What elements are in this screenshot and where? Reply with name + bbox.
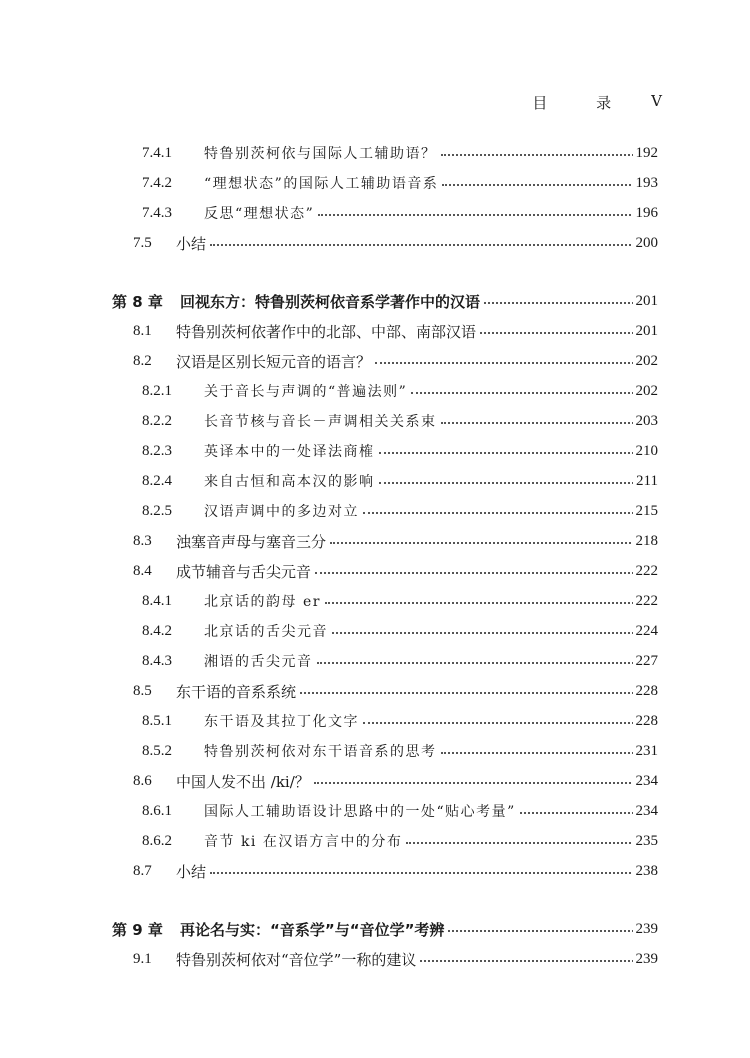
toc-entry-page-number: 222 bbox=[633, 593, 659, 610]
toc-entry-title: 关于音长与声调的“普遍法则” bbox=[204, 381, 411, 401]
toc-entry-page-number: 202 bbox=[633, 383, 659, 400]
toc-entry-number: 第 8 章 bbox=[112, 292, 163, 311]
toc-dot-leader bbox=[330, 540, 658, 544]
toc-entry-title: “理想状态”的国际人工辅助语音系 bbox=[204, 173, 442, 193]
toc-entry[interactable] bbox=[0, 858, 750, 884]
toc-entry-page-number: 196 bbox=[633, 205, 659, 222]
toc-entry-number: 8.1 bbox=[133, 322, 152, 339]
toc-entry-title: 小结 bbox=[176, 233, 210, 254]
toc-dot-leader bbox=[448, 928, 658, 932]
toc-entry[interactable] bbox=[0, 768, 750, 794]
toc-entry[interactable] bbox=[0, 200, 750, 226]
toc-entry[interactable] bbox=[0, 170, 750, 196]
toc-entry-title: 长音节核与音长－声调相关关系束 bbox=[204, 411, 441, 431]
toc-entry[interactable] bbox=[0, 468, 750, 494]
toc-entry[interactable] bbox=[0, 798, 750, 824]
toc-entry[interactable] bbox=[0, 408, 750, 434]
toc-entry-page-number: 218 bbox=[633, 533, 659, 550]
toc-entry-title: 中国人发不出 /ki/？ bbox=[176, 771, 314, 792]
toc-entry-title: 特鲁别茨柯依与国际人工辅助语？ bbox=[204, 143, 441, 163]
toc-dot-leader bbox=[480, 330, 658, 334]
toc-entry-number: 8.6.1 bbox=[142, 802, 172, 819]
toc-dot-leader bbox=[325, 600, 658, 604]
running-header-title: 目 录 bbox=[532, 94, 634, 112]
toc-entry-title: 东干语的音系系统 bbox=[176, 681, 300, 702]
toc-entry-number: 8.2.5 bbox=[142, 502, 172, 519]
toc-entry-page-number: 231 bbox=[633, 743, 659, 760]
toc-entry-title: 回视东方：特鲁别茨柯依音系学著作中的汉语 bbox=[180, 291, 484, 312]
toc-entry-page-number: 193 bbox=[633, 175, 659, 192]
toc-entry-number: 9.1 bbox=[133, 950, 152, 967]
toc-dot-leader bbox=[314, 780, 658, 784]
toc-dot-leader bbox=[441, 750, 658, 754]
toc-entry-page-number: 239 bbox=[633, 921, 659, 938]
toc-entry-title: 北京话的舌尖元音 bbox=[204, 621, 332, 641]
toc-dot-leader bbox=[379, 450, 658, 454]
toc-entry[interactable] bbox=[0, 498, 750, 524]
toc-entry-page-number: 228 bbox=[633, 683, 659, 700]
toc-entry-number: 8.4 bbox=[133, 562, 152, 579]
toc-dot-leader bbox=[375, 360, 658, 364]
toc-entry[interactable] bbox=[0, 588, 750, 614]
toc-dot-leader bbox=[379, 480, 658, 484]
toc-entry-number: 8.2.2 bbox=[142, 412, 172, 429]
toc-entry-page-number: 224 bbox=[633, 623, 659, 640]
toc-entry-number: 8.2.1 bbox=[142, 382, 172, 399]
toc-dot-leader bbox=[441, 152, 658, 156]
toc-entry-number: 8.7 bbox=[133, 862, 152, 879]
toc-entry-page-number: 238 bbox=[633, 863, 659, 880]
toc-entry-page-number: 201 bbox=[633, 293, 659, 310]
toc-entry-number: 8.6 bbox=[133, 772, 152, 789]
toc-entry-title: 小结 bbox=[176, 861, 210, 882]
toc-entry-number: 8.4.3 bbox=[142, 652, 172, 669]
toc-entry-number: 7.4.1 bbox=[142, 144, 172, 161]
toc-entry-number: 8.2.3 bbox=[142, 442, 172, 459]
toc-entry-number: 8.4.1 bbox=[142, 592, 172, 609]
toc-dot-leader bbox=[442, 182, 658, 186]
toc-entry-page-number: 200 bbox=[633, 235, 659, 252]
toc-entry-title: 湘语的舌尖元音 bbox=[204, 651, 317, 671]
toc-entry[interactable] bbox=[0, 558, 750, 584]
toc-dot-leader bbox=[363, 510, 658, 514]
toc-entry-page-number: 235 bbox=[633, 833, 659, 850]
toc-entry-number: 7.5 bbox=[133, 234, 152, 251]
toc-entry-title: 成节辅音与舌尖元音 bbox=[176, 561, 315, 582]
toc-entry-page-number: 210 bbox=[633, 443, 659, 460]
toc-dot-leader bbox=[332, 630, 658, 634]
toc-entry-number: 8.2 bbox=[133, 352, 152, 369]
toc-entry[interactable] bbox=[0, 528, 750, 554]
toc-entry-title: 再论名与实：“音系学”与“音位学”考辨 bbox=[180, 919, 448, 940]
toc-entry[interactable] bbox=[0, 738, 750, 764]
toc-entry-number: 7.4.3 bbox=[142, 204, 172, 221]
toc-dot-leader bbox=[210, 242, 658, 246]
running-header-page-number: V bbox=[651, 92, 662, 110]
toc-entry-title: 浊塞音声母与塞音三分 bbox=[176, 531, 330, 552]
toc-entry-title: 反思“理想状态” bbox=[204, 203, 318, 223]
toc-entry[interactable] bbox=[0, 348, 750, 374]
toc-entry[interactable] bbox=[0, 648, 750, 674]
toc-entry[interactable] bbox=[0, 946, 750, 972]
toc-dot-leader bbox=[210, 870, 658, 874]
toc-entry-page-number: 234 bbox=[633, 803, 659, 820]
toc-entry-number: 8.5 bbox=[133, 682, 152, 699]
toc-dot-leader bbox=[420, 958, 658, 962]
toc-entry-number: 8.5.2 bbox=[142, 742, 172, 759]
toc-dot-leader bbox=[406, 840, 658, 844]
toc-entry-title: 国际人工辅助语设计思路中的一处“贴心考量” bbox=[204, 801, 520, 821]
toc-entry-number: 7.4.2 bbox=[142, 174, 172, 191]
toc-entry-page-number: 239 bbox=[633, 951, 659, 968]
toc-entry-title: 特鲁别茨柯依对“音位学”一称的建议 bbox=[176, 949, 420, 970]
toc-entry-page-number: 211 bbox=[633, 473, 658, 490]
toc-dot-leader bbox=[317, 660, 658, 664]
toc-dot-leader bbox=[363, 720, 658, 724]
toc-entry-page-number: 227 bbox=[633, 653, 659, 670]
toc-entry-title: 音节 ki 在汉语方言中的分布 bbox=[204, 831, 406, 851]
toc-entry[interactable] bbox=[0, 828, 750, 854]
toc-dot-leader bbox=[318, 212, 658, 216]
toc-entry-page-number: 201 bbox=[633, 323, 659, 340]
toc-entry[interactable] bbox=[0, 318, 750, 344]
toc-entry-page-number: 222 bbox=[633, 563, 659, 580]
toc-dot-leader bbox=[411, 390, 658, 394]
toc-entry-title: 特鲁别茨柯依对东干语音系的思考 bbox=[204, 741, 441, 761]
toc-entry-page-number: 192 bbox=[633, 145, 659, 162]
toc-entry-page-number: 234 bbox=[633, 773, 659, 790]
toc-dot-leader bbox=[300, 690, 658, 694]
toc-entry-title: 东干语及其拉丁化文字 bbox=[204, 711, 363, 731]
toc-entry[interactable] bbox=[0, 618, 750, 644]
toc-entry[interactable] bbox=[0, 140, 750, 166]
toc-entry-page-number: 228 bbox=[633, 713, 659, 730]
toc-entry-title: 汉语是区别长短元音的语言？ bbox=[176, 351, 375, 372]
toc-entry-title: 来自古恒和高本汉的影响 bbox=[204, 471, 379, 491]
toc-entry-title: 北京话的韵母 er bbox=[204, 591, 325, 611]
toc-entry-page-number: 203 bbox=[633, 413, 659, 430]
toc-entry-number: 8.5.1 bbox=[142, 712, 172, 729]
toc-dot-leader bbox=[315, 570, 658, 574]
toc-entry-number: 8.4.2 bbox=[142, 622, 172, 639]
toc-entry-number: 8.2.4 bbox=[142, 472, 172, 489]
toc-entry[interactable] bbox=[0, 438, 750, 464]
toc-entry-number: 8.3 bbox=[133, 532, 152, 549]
toc-entry[interactable] bbox=[0, 230, 750, 256]
toc-entry[interactable] bbox=[0, 378, 750, 404]
toc-entry-page-number: 215 bbox=[633, 503, 659, 520]
toc-entry-number: 8.6.2 bbox=[142, 832, 172, 849]
toc-entry-title: 汉语声调中的多边对立 bbox=[204, 501, 363, 521]
toc-entry[interactable] bbox=[0, 288, 750, 314]
running-header bbox=[532, 92, 662, 113]
toc-entry[interactable] bbox=[0, 916, 750, 942]
toc-entry[interactable] bbox=[0, 708, 750, 734]
toc-entry-page-number: 202 bbox=[633, 353, 659, 370]
toc-entry-title: 英译本中的一处译法商榷 bbox=[204, 441, 379, 461]
toc-entry-number: 第 9 章 bbox=[112, 920, 163, 939]
toc-entry[interactable] bbox=[0, 678, 750, 704]
toc-entry-title: 特鲁别茨柯依著作中的北部、中部、南部汉语 bbox=[176, 321, 480, 342]
toc-dot-leader bbox=[441, 420, 658, 424]
